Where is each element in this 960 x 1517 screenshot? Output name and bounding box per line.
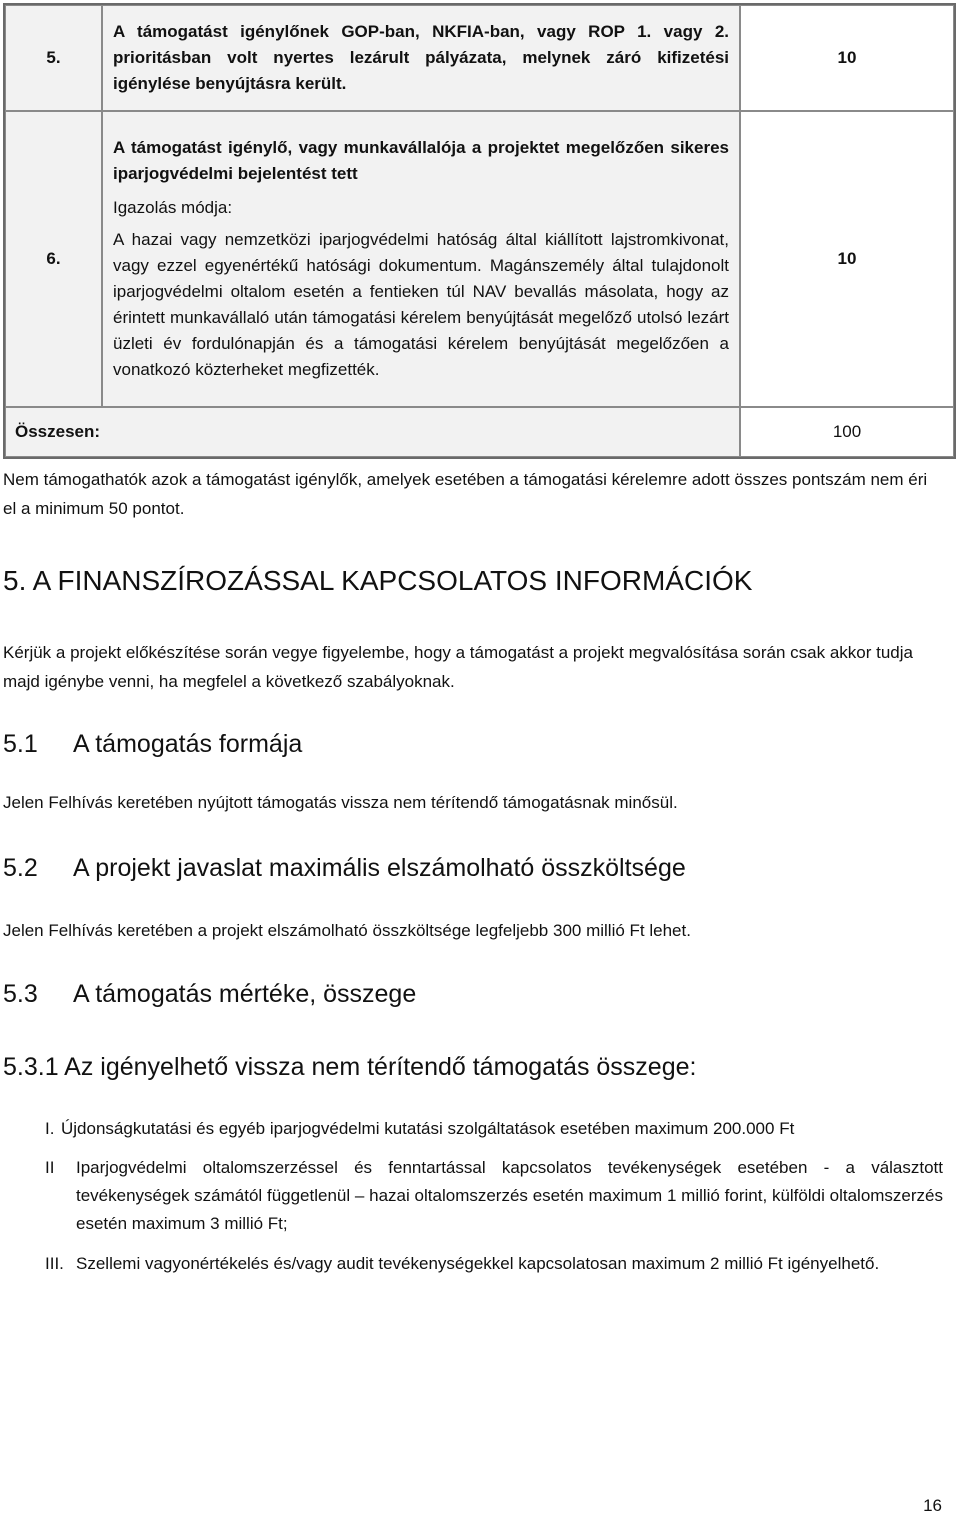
subsection-number: 5.3	[3, 980, 38, 1008]
scoring-table	[3, 3, 956, 459]
list-item	[45, 1250, 943, 1278]
list-item	[45, 1154, 943, 1238]
proof-text: A hazai vagy nemzetközi iparjogvédelmi hatóság által kiállított lajstromkivonat, vagy ezzel egyenértékű hatósági dokumentum. Magánszemély által tulajdonolt iparjogvédelmi oltalom esetén a fentieken túl NAV bevallás másolata, hogy az érintett munkavállaló után támogatási kérelem benyújtását megelőző utolsó lezárt üzleti év fordulónapján és a támogatási kérelem benyújtását megelőzően a vonatkozó közterheket megfizették.	[113, 230, 729, 379]
subsection-text: Jelen Felhívás keretében a projekt elszámolható összköltsége legfeljebb 300 millió Ft lehet.	[3, 921, 691, 940]
section-heading: 5. A FINANSZÍROZÁSSAL KAPCSOLATOS INFORMÁCIÓK	[3, 565, 753, 596]
subsection-title: A támogatás mértéke, összege	[73, 980, 417, 1008]
list-marker: I.	[45, 1119, 55, 1138]
minimum-score-note: Nem támogathatók azok a támogatást igénylők, amelyek esetében a támogatási kérelemre adott összes pontszám nem éri el a minimum 50 pontot.	[3, 470, 928, 518]
row-number: 6.	[5, 111, 102, 407]
total-row	[5, 407, 954, 457]
table-row	[5, 111, 954, 407]
section-intro: Kérjük a projekt előkészítése során vegye figyelembe, hogy a támogatást a projekt megvalósítása során csak akkor tudja majd igénybe venni, ha megfelel a következő szabályoknak.	[3, 643, 913, 691]
subsection-heading	[3, 854, 686, 883]
subsection-number: 5.2	[3, 854, 38, 882]
criterion-cell	[102, 111, 740, 407]
criterion-text: A támogatást igénylőnek GOP-ban, NKFIA-ban, vagy ROP 1. vagy 2. prioritásban volt nyertes lezárult pályázata, melynek záró kifizetési igénylése benyújtásra került.	[102, 5, 740, 111]
subsection-title: A támogatás formája	[73, 730, 303, 758]
subsubsection-heading: 5.3.1 Az igényelhető vissza nem térítendő támogatás összege:	[3, 1053, 697, 1081]
subsection-heading	[3, 730, 302, 759]
subsection-heading	[3, 980, 416, 1009]
proof-label: Igazolás módja:	[113, 198, 233, 217]
list-item-text: Újdonságkutatási és egyéb iparjogvédelmi kutatási szolgáltatások esetében maximum 200.000 Ft	[61, 1119, 795, 1138]
total-label	[5, 407, 740, 457]
total-points: 100	[740, 407, 954, 457]
total-label-text: Összesen:	[15, 422, 101, 441]
list-item-text: Iparjogvédelmi oltalomszerzéssel és fenntartással kapcsolatos tevékenységek esetében - a választott tevékenységek számától függetlenül – hazai oltalomszerzés esetén maximum 1 millió forint, külföldi oltalomszerzés esetén maximum 3 millió Ft;	[76, 1158, 943, 1233]
list-marker: III.	[45, 1254, 64, 1273]
table-row	[5, 5, 954, 111]
criterion-points: 10	[740, 111, 954, 407]
page-number: 16	[923, 1496, 942, 1515]
list-item-text: Szellemi vagyonértékelés és/vagy audit tevékenységekkel kapcsolatosan maximum 2 millió Ft igényelhető.	[76, 1254, 880, 1273]
subsection-text: Jelen Felhívás keretében nyújtott támogatás vissza nem térítendő támogatásnak minősül.	[3, 793, 678, 812]
criterion-points: 10	[740, 5, 954, 111]
subsection-title: A projekt javaslat maximális elszámolható összköltsége	[73, 854, 686, 882]
subsection-number: 5.1	[3, 730, 38, 758]
list-marker: II	[45, 1158, 55, 1177]
row-number: 5.	[5, 5, 102, 111]
criterion-title: A támogatást igénylő, vagy munkavállalója a projektet megelőzően sikeres iparjogvédelmi bejelentést tett	[113, 138, 729, 183]
list-item	[45, 1115, 943, 1143]
